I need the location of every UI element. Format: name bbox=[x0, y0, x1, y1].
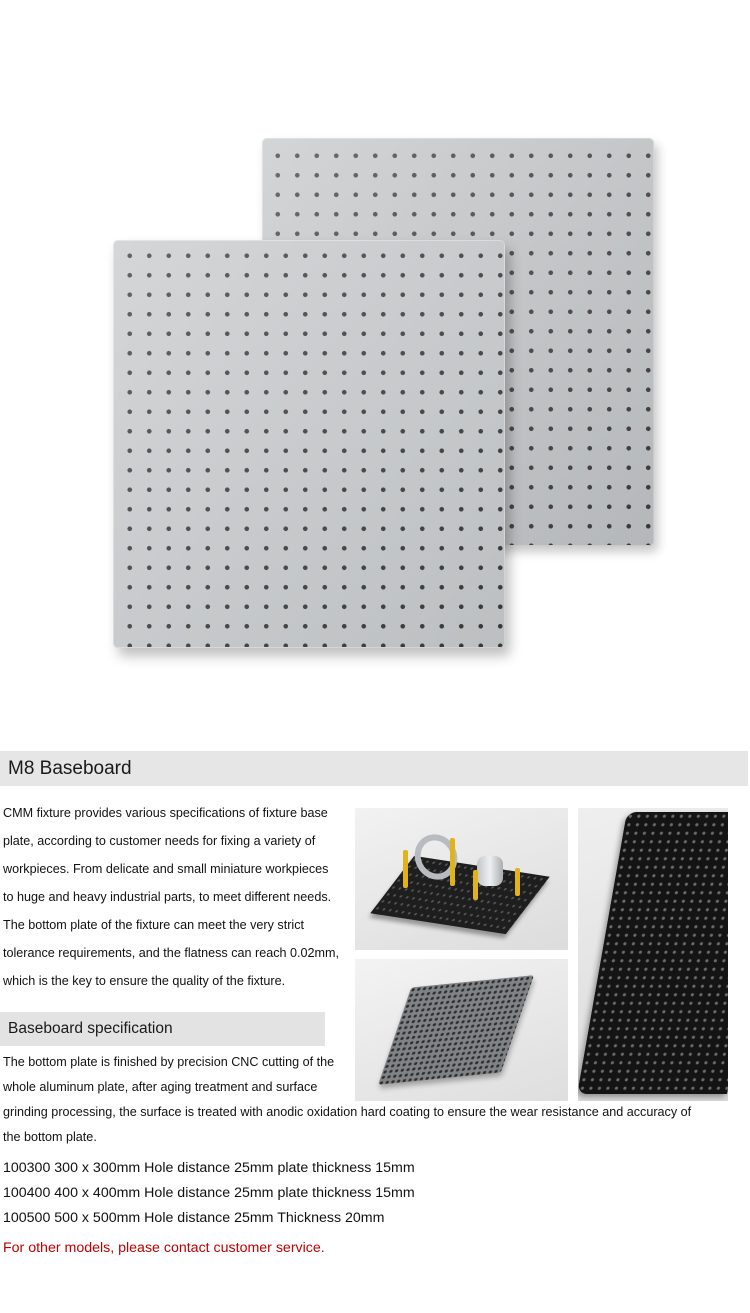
model-list bbox=[3, 1156, 745, 1231]
model-item: 100500 500 x 500mm Hole distance 25mm Thickness 20mm bbox=[3, 1210, 385, 1226]
intro-paragraph bbox=[3, 799, 353, 995]
workpiece-cylinder-shape bbox=[477, 856, 503, 886]
description-line: whole aluminum plate, after aging treatment and surface bbox=[3, 1080, 318, 1094]
description-line: grinding processing, the surface is treated with anodic oxidation hard coating to ensure the wear resistance and accuracy of bbox=[3, 1105, 692, 1119]
intro-line: which is the key to ensure the quality of the fixture. bbox=[3, 974, 286, 988]
intro-line: The bottom plate of the fixture can meet the very strict bbox=[3, 918, 304, 932]
specification-description-continued bbox=[3, 1100, 745, 1150]
support-post bbox=[473, 870, 478, 900]
contact-note: For other models, please contact customer service. bbox=[3, 1240, 325, 1256]
section-header-bar bbox=[0, 751, 748, 786]
specification-title: Baseboard specification bbox=[8, 1020, 173, 1037]
description-line: the bottom plate. bbox=[3, 1130, 97, 1144]
grey-baseboard-shape bbox=[378, 975, 534, 1085]
intro-line: workpieces. From delicate and small miniature workpieces bbox=[3, 862, 329, 876]
description-line: The bottom plate is finished by precision CNC cutting of the bbox=[3, 1055, 335, 1069]
model-item: 100400 400 x 400mm Hole distance 25mm plate thickness 15mm bbox=[3, 1185, 415, 1201]
model-item: 100300 300 x 300mm Hole distance 25mm plate thickness 15mm bbox=[3, 1160, 415, 1176]
grey-baseboard-photo bbox=[355, 959, 568, 1101]
support-post bbox=[403, 850, 408, 888]
section-title: M8 Baseboard bbox=[8, 758, 132, 779]
support-post bbox=[515, 868, 520, 896]
specification-header-bar bbox=[0, 1012, 325, 1046]
black-baseboard-photo bbox=[578, 808, 728, 1101]
black-baseboard-closeup-shape bbox=[578, 812, 728, 1094]
baseboard-plate-front bbox=[113, 240, 505, 648]
intro-line: CMM fixture provides various specifications of fixture base bbox=[3, 806, 328, 820]
fixture-setup-photo bbox=[355, 808, 568, 950]
intro-line: to huge and heavy industrial parts, to meet different needs. bbox=[3, 890, 332, 904]
intro-line: plate, according to customer needs for fixing a variety of bbox=[3, 834, 316, 848]
specification-description bbox=[3, 1050, 353, 1100]
black-baseboard-shape bbox=[370, 856, 549, 934]
intro-line: tolerance requirements, and the flatness can reach 0.02mm, bbox=[3, 946, 340, 960]
support-post bbox=[450, 838, 455, 886]
